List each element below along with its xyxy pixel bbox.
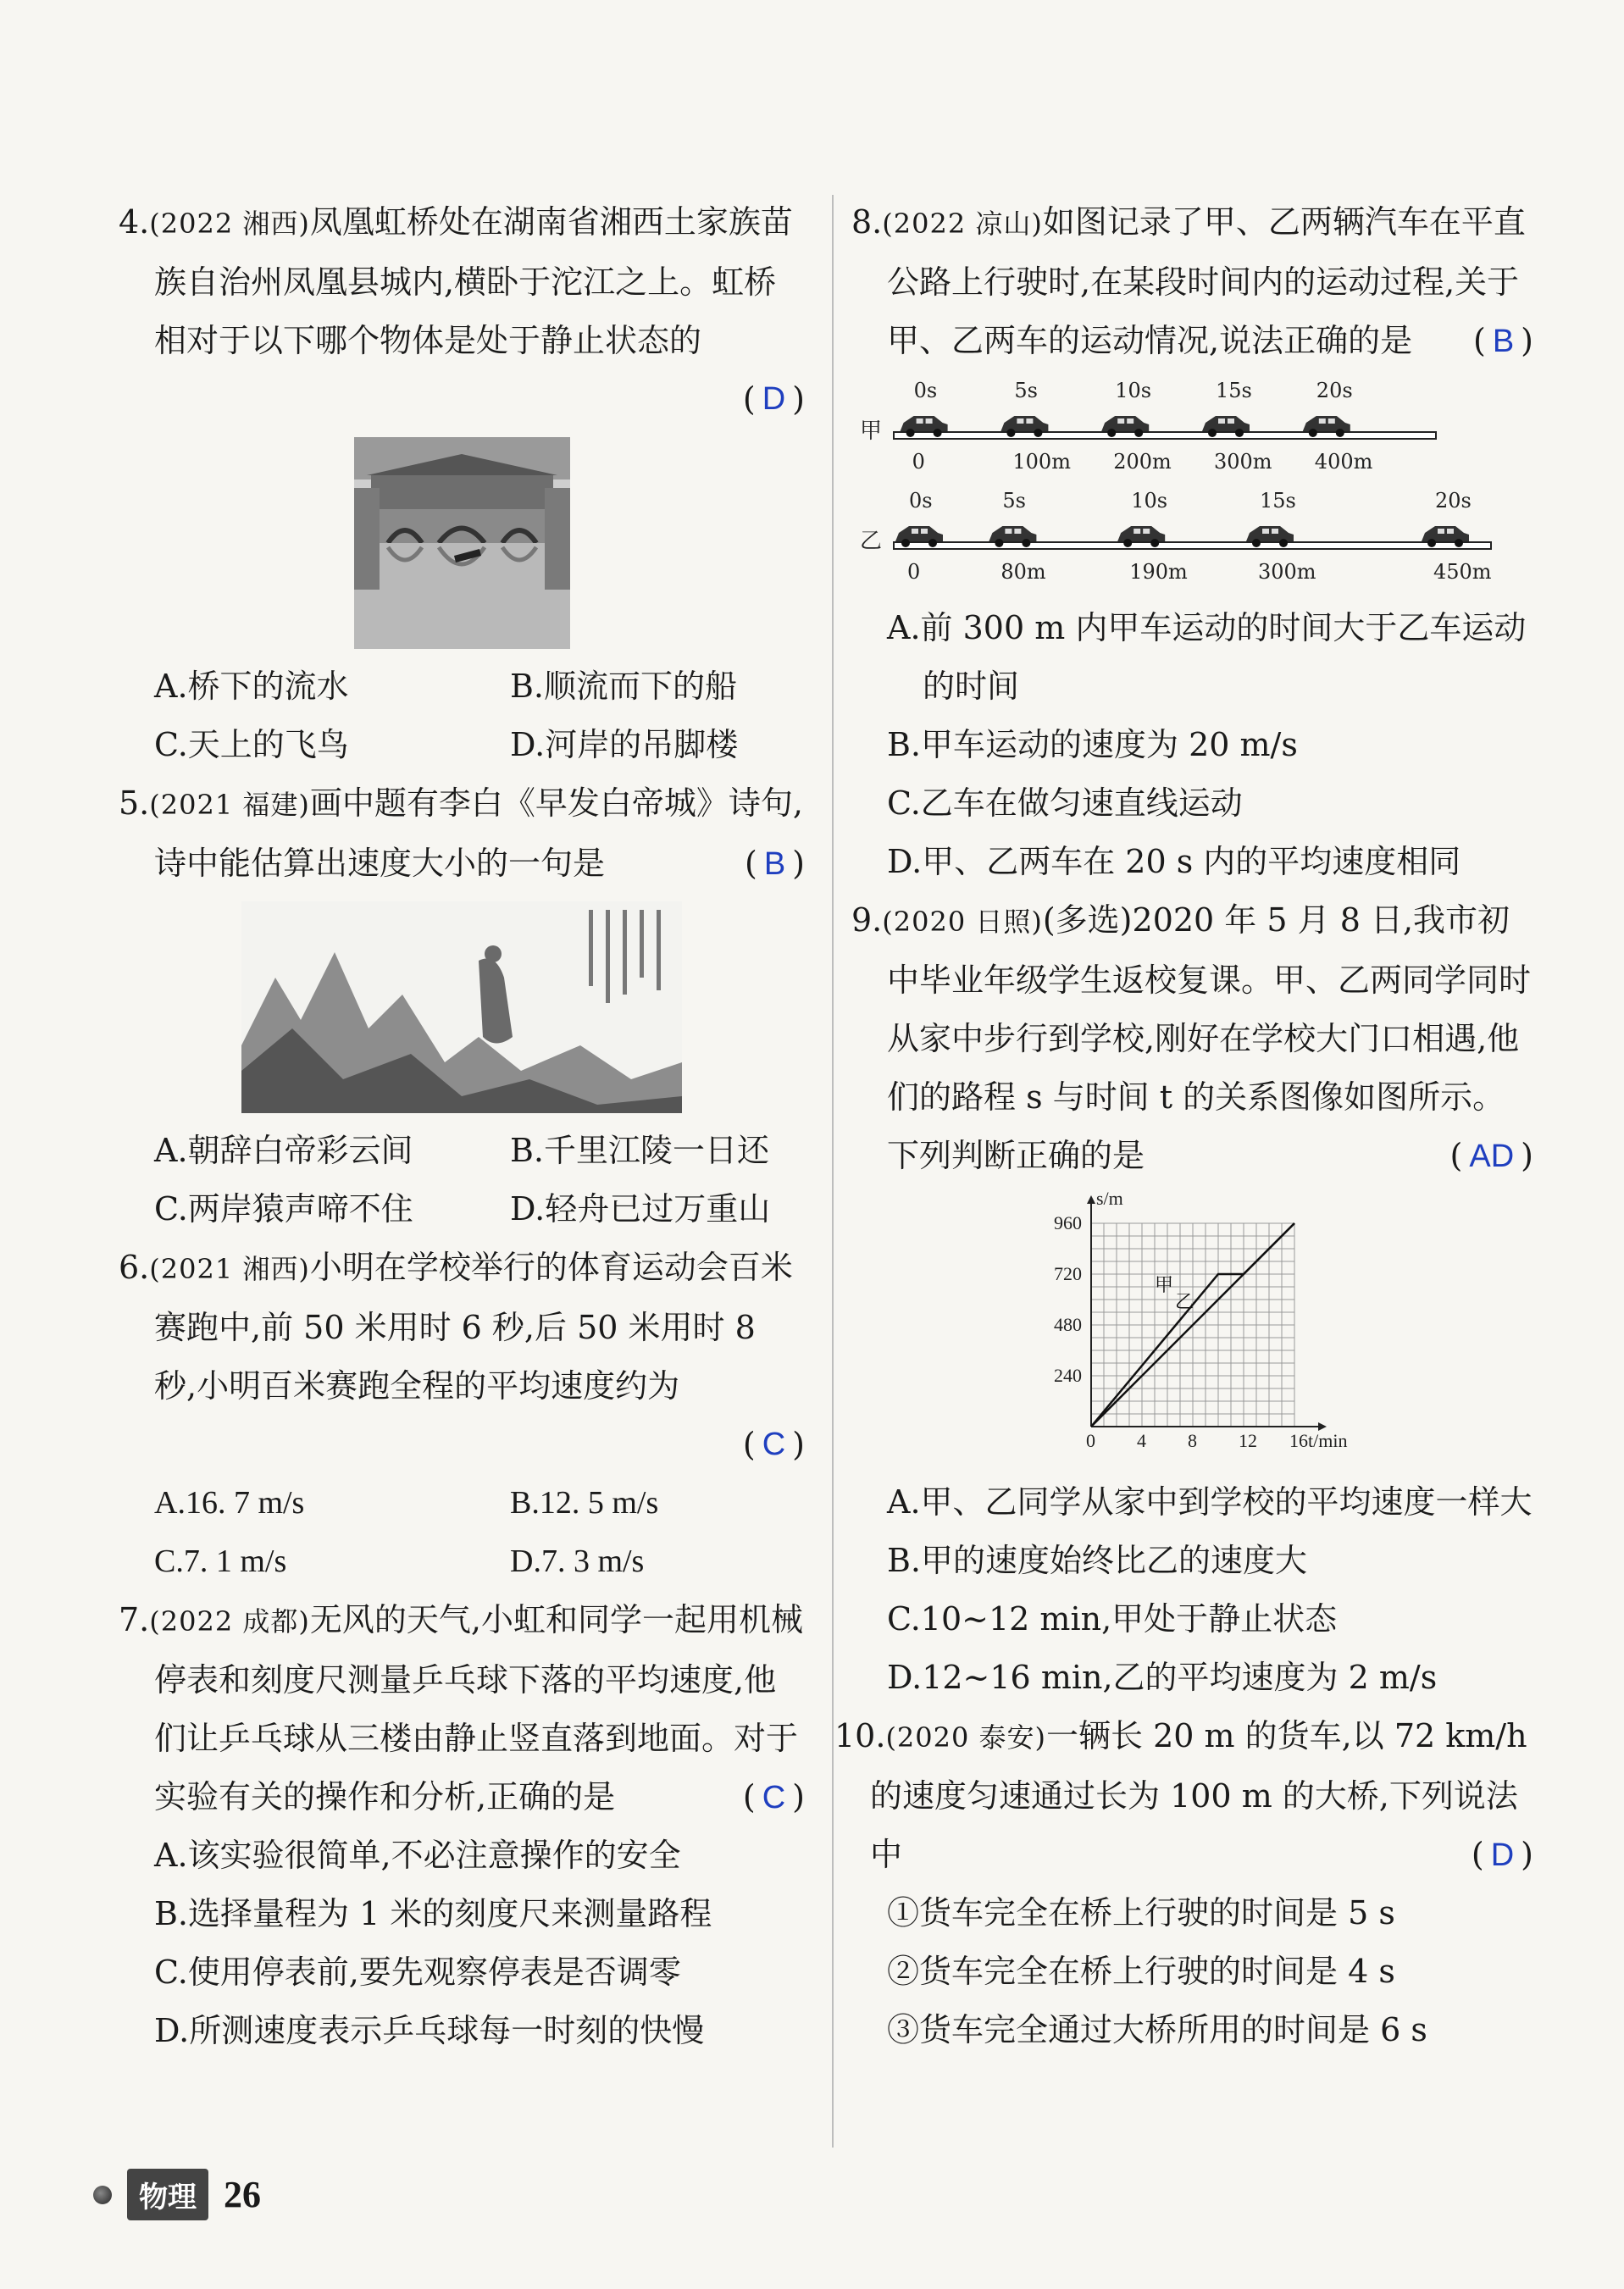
time-label: 15s xyxy=(1216,379,1252,402)
question-8-options xyxy=(851,599,1533,891)
question-8-text: 8.(2022 凉山)如图记录了甲、乙两辆汽车在平直公路上行驶时,在某段时间内的运动过程,关于甲、乙两车的运动情况,说法正确的是 ( B ) xyxy=(851,203,1533,359)
option-d: D.轻舟已过万重山 xyxy=(510,1190,771,1228)
question-4-options xyxy=(119,657,805,774)
question-5-text: 5.(2021 福建)画中题有李白《早发白帝城》诗句,诗中能估算出速度大小的一句是 ( B ) xyxy=(119,784,805,882)
question-source: (2021 福建) xyxy=(149,789,310,821)
answer: AD xyxy=(1469,1139,1515,1174)
question-5 xyxy=(119,774,805,1239)
answer-row: ( C ) xyxy=(119,1416,805,1474)
x-tick-label: 12 xyxy=(1238,1430,1257,1451)
y-tick-label: 720 xyxy=(1053,1263,1082,1284)
option-d: D.12~16 min,乙的平均速度为 2 m/s xyxy=(887,1659,1438,1696)
option-a: A.16. 7 m/s xyxy=(154,1485,305,1521)
x-tick-label: 0 xyxy=(1085,1430,1095,1451)
distance-label: 190m xyxy=(1129,560,1188,584)
distance-label: 450m xyxy=(1433,560,1492,584)
distance-label: 400m xyxy=(1314,450,1373,474)
question-source: (2022 成都) xyxy=(149,1605,310,1638)
column-divider xyxy=(832,195,834,2148)
question-stem: 如图记录了甲、乙两辆汽车在平直公路上行驶时,在某段时间内的运动过程,关于甲、乙两车的运动情况,说法正确的是 xyxy=(887,203,1526,359)
question-10-statements xyxy=(834,1884,1533,2059)
option-c: C.10~12 min,甲处于静止状态 xyxy=(887,1600,1338,1638)
option-a: A.桥下的流水 xyxy=(154,668,349,705)
question-number: 10. xyxy=(834,1717,886,1754)
question-7-options xyxy=(119,1826,805,2060)
option-b: B.甲的速度始终比乙的速度大 xyxy=(887,1542,1308,1579)
question-number: 5. xyxy=(119,784,150,822)
distance-label: 0 xyxy=(907,560,921,584)
distance-label: 300m xyxy=(1214,450,1272,474)
page-number: 26 xyxy=(224,2174,261,2215)
distance-label: 100m xyxy=(1012,450,1071,474)
question-4-text xyxy=(119,193,805,370)
subject-badge: 物理 xyxy=(127,2169,208,2220)
y-axis-label: s/m xyxy=(1095,1188,1123,1209)
landscape-painting xyxy=(241,901,682,1113)
distance-label: 0 xyxy=(912,450,925,474)
distance-label: 80m xyxy=(1000,560,1046,584)
option-a: A.甲、乙同学从家中到学校的平均速度一样大 xyxy=(887,1483,1533,1521)
question-number: 7. xyxy=(119,1601,150,1638)
question-source: (2022 凉山) xyxy=(882,208,1043,240)
question-source: (2021 湘西) xyxy=(149,1253,310,1285)
time-label: 10s xyxy=(1115,379,1152,402)
option-b: B.顺流而下的船 xyxy=(510,668,738,705)
answer: D xyxy=(762,381,786,417)
time-label: 20s xyxy=(1316,379,1353,402)
question-number: 8. xyxy=(851,203,883,241)
question-9-text: 9.(2020 日照)(多选)2020 年 5 月 8 日,我市初中毕业年级学生返校复课。甲、乙两同学同时从家中步行到学校,刚好在学校大门口相遇,他们的路程 s 与时间 t 的关系图像如图所示。下列判断正确的是 ( AD ) xyxy=(851,901,1533,1174)
question-stem: 无风的天气,小虹和同学一起用机械停表和刻度尺测量乒乓球下落的平均速度,他们让乒乓球从三楼由静止竖直落到地面。对于实验有关的操作和分析,正确的是 xyxy=(154,1601,803,1815)
question-6 xyxy=(119,1239,805,1591)
road-yi xyxy=(894,542,1491,549)
time-label: 15s xyxy=(1260,489,1296,513)
x-tick-label: 16 xyxy=(1289,1430,1308,1451)
option-d: D.甲、乙两车在 20 s 内的平均速度相同 xyxy=(887,843,1461,880)
y-tick-label: 960 xyxy=(1053,1212,1082,1233)
answer: D xyxy=(1490,1837,1515,1873)
question-number: 4. xyxy=(119,203,150,241)
time-label: 10s xyxy=(1131,489,1168,513)
option-a: A.前 300 m 内甲车运动的时间大于乙车运动的时间 xyxy=(887,609,1527,705)
option-a: A.该实验很简单,不必注意操作的安全 xyxy=(154,1837,681,1874)
series-label-jia: 甲 xyxy=(1154,1275,1173,1296)
bullet-icon xyxy=(93,2186,112,2204)
question-9-options xyxy=(851,1473,1533,1707)
time-label: 0s xyxy=(913,379,938,402)
y-tick-label: 480 xyxy=(1053,1314,1082,1335)
question-stem: 一辆长 20 m 的货车,以 72 km/h的速度匀速通过长为 100 m 的大桥,下列说法中 xyxy=(870,1717,1527,1873)
time-label: 5s xyxy=(1002,489,1026,513)
answer-row: ( D ) xyxy=(119,370,805,429)
series-label-yi: 乙 xyxy=(1174,1292,1194,1313)
question-source: (2020 日照) xyxy=(882,906,1043,938)
statement-2: ②货车完全在桥上行驶的时间是 4 s xyxy=(887,1953,1395,1990)
time-label: 20s xyxy=(1435,489,1472,513)
time-label: 5s xyxy=(1014,379,1038,402)
option-b: B.12. 5 m/s xyxy=(510,1485,659,1521)
option-c: C.乙车在做匀速直线运动 xyxy=(887,784,1243,822)
question-source: (2020 泰安) xyxy=(885,1721,1047,1754)
option-c: C.使用停表前,要先观察停表是否调零 xyxy=(154,1954,681,1991)
x-tick-label: 4 xyxy=(1136,1430,1146,1451)
question-stem: 画中题有李白《早发白帝城》诗句,诗中能估算出速度大小的一句是 xyxy=(154,784,803,882)
question-number: 9. xyxy=(851,901,883,939)
option-b: B.千里江陵一日还 xyxy=(510,1132,770,1169)
question-10 xyxy=(834,1707,1533,2059)
question-10-text: 10.(2020 泰安)一辆长 20 m 的货车,以 72 km/h的速度匀速通过长为 100 m 的大桥,下列说法中 ( D ) xyxy=(834,1717,1533,1873)
option-b: B.选择量程为 1 米的刻度尺来测量路程 xyxy=(154,1895,712,1932)
answer: C xyxy=(762,1780,786,1815)
question-7 xyxy=(119,1591,805,2060)
statement-3: ③货车完全通过大桥所用的时间是 6 s xyxy=(887,2011,1427,2048)
question-stem: 凤凰虹桥处在湖南省湘西土家族苗族自治州凤凰县城内,横卧于沱江之上。虹桥相对于以下哪个物体是处于静止状态的 xyxy=(154,203,793,359)
question-number: 6. xyxy=(119,1249,150,1286)
option-b: B.甲车运动的速度为 20 m/s xyxy=(887,726,1298,763)
question-stem: 小明在学校举行的体育运动会百米赛跑中,前 50 米用时 6 秒,后 50 米用时 8 秒,小明百米赛跑全程的平均速度约为 xyxy=(154,1249,793,1405)
option-d: D.河岸的吊脚楼 xyxy=(510,726,739,763)
option-c: C.天上的飞鸟 xyxy=(154,726,349,763)
question-8 xyxy=(851,193,1533,891)
time-label: 0s xyxy=(909,489,933,513)
answer: C xyxy=(762,1427,786,1462)
road-jia xyxy=(894,432,1436,439)
question-7-text: 7.(2022 成都)无风的天气,小虹和同学一起用机械停表和刻度尺测量乒乓球下落的平均速度,他们让乒乓球从三楼由静止竖直落到地面。对于实验有关的操作和分析,正确的是 ( C ) xyxy=(119,1601,805,1815)
question-6-text xyxy=(119,1239,805,1416)
distance-label: 300m xyxy=(1258,560,1316,584)
option-d: D.所测速度表示乒乓球每一时刻的快慢 xyxy=(154,2012,705,2049)
bridge-photo xyxy=(354,437,570,649)
track-label-yi: 乙 xyxy=(860,529,883,554)
answer: B xyxy=(1492,324,1515,359)
option-c: C.两岸猿声啼不住 xyxy=(154,1190,413,1228)
x-tick-label: 8 xyxy=(1187,1430,1197,1451)
question-stem: 2020 年 5 月 8 日,我市初中毕业年级学生返校复课。甲、乙两同学同时从家中步行到学校,刚好在学校大门口相遇,他们的路程 s 与时间 t 的关系图像如图所示。下列判断正确的是 xyxy=(887,901,1532,1174)
option-a: A.朝辞白帝彩云间 xyxy=(154,1132,413,1169)
question-9 xyxy=(851,891,1533,1707)
y-axis-arrow xyxy=(1087,1195,1095,1204)
page-footer xyxy=(93,2169,261,2220)
statement-1: ①货车完全在桥上行驶的时间是 5 s xyxy=(887,1894,1395,1932)
question-6-options xyxy=(119,1474,805,1591)
car-track-diagram xyxy=(860,379,1504,590)
x-axis-label: t/min xyxy=(1307,1430,1347,1451)
s-t-graph xyxy=(1049,1188,1347,1465)
left-column xyxy=(119,193,805,2060)
question-source: (2022 湘西) xyxy=(149,208,310,240)
right-column xyxy=(834,193,1533,2059)
y-tick-label: 240 xyxy=(1053,1365,1082,1386)
option-c: C.7. 1 m/s xyxy=(154,1544,287,1579)
question-tag: (多选) xyxy=(1042,901,1133,939)
answer: B xyxy=(763,846,786,882)
question-5-options xyxy=(119,1122,805,1239)
option-d: D.7. 3 m/s xyxy=(510,1544,645,1579)
distance-label: 200m xyxy=(1113,450,1172,474)
question-4 xyxy=(119,193,805,774)
track-label-jia: 甲 xyxy=(860,418,883,444)
